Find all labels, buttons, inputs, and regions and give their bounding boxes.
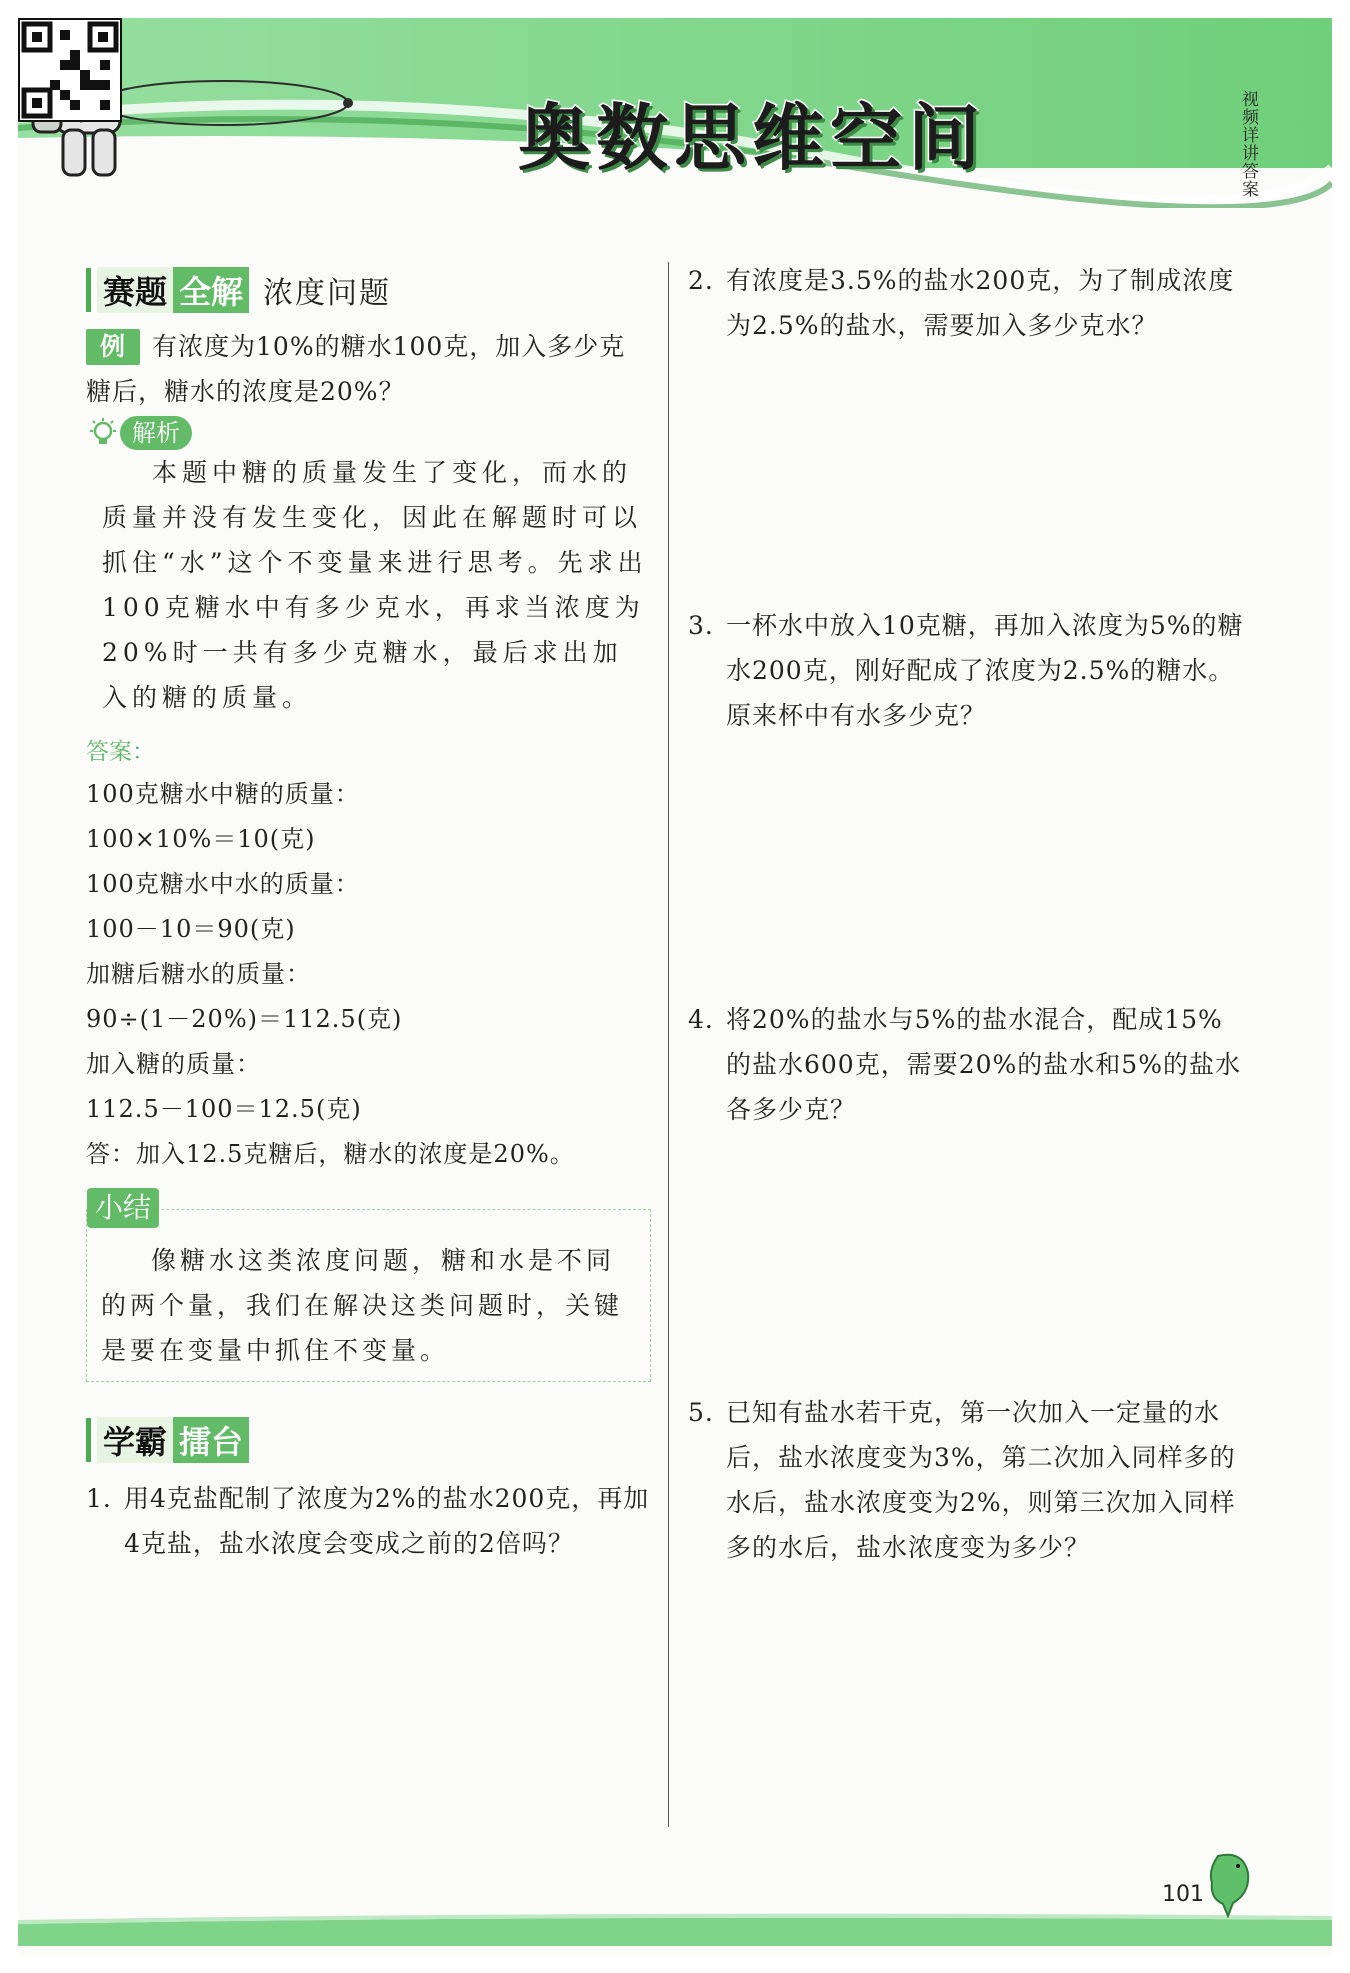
answer-line: 100克糖水中水的质量： [86,870,360,898]
answer-line: 加糖后糖水的质量： [86,960,311,988]
answer-line: 100－10＝90(克) [86,915,296,943]
question-2 [688,258,1248,348]
question-number: 3. [688,611,714,640]
dolphin-icon [1198,1848,1258,1918]
section-topic: 浓度问题 [263,276,392,311]
qr-label: 视频详讲答案 [1238,90,1258,198]
qr-code[interactable] [18,18,122,122]
answer-line: 112.5－100＝12.5(克) [86,1095,362,1123]
answer-line: 加入糖的质量： [86,1050,261,1078]
section-tag-green: 全解 [173,267,249,313]
question-text: 一杯水中放入10克糖，再加入浓度为5%的糖水200克，刚好配成了浓度为2.5%的糖水。原来杯中有水多少克？ [726,611,1244,730]
question-1 [86,1476,651,1566]
answer-line: 100×10%＝10(克) [86,825,316,853]
answer-label: 答案： [86,739,155,765]
question-number: 5. [688,1398,714,1427]
section-heading-challenge [86,1418,249,1462]
question-text: 用4克盐配制了浓度为2%的盐水200克，再加4克盐，盐水浓度会变成之前的2倍吗？ [124,1484,650,1558]
question-number: 2. [688,266,714,295]
question-text: 将20%的盐水与5%的盐水混合，配成15%的盐水600克，需要20%的盐水和5%的盐水各多少克？ [726,1005,1241,1124]
question-number: 1. [86,1484,112,1513]
question-4 [688,997,1248,1132]
example-problem [86,324,651,414]
question-3 [688,603,1248,738]
example-text: 有浓度为10%的糖水100克，加入多少克糖后，糖水的浓度是20%？ [86,332,626,406]
answer-line: 100克糖水中糖的质量： [86,780,360,808]
footer-band [18,1910,1332,1946]
question-5 [688,1390,1248,1570]
summary-badge: 小结 [87,1188,159,1228]
left-column [86,268,651,1566]
analysis-badge: 解析 [120,416,192,450]
analysis-heading [86,416,651,450]
question-text: 已知有盐水若干克，第一次加入一定量的水后，盐水浓度变为3%，第二次加入同样多的水后，盐水浓度变为2%，则第三次加入同样多的水后，盐水浓度变为多少？ [726,1398,1236,1562]
banner-title: 奥数思维空间 [518,96,987,180]
example-badge: 例 [86,329,140,365]
answer-line: 答：加入12.5克糖后，糖水的浓度是20%。 [86,1140,575,1168]
section-tag-black: 学霸 [97,1417,173,1463]
answer-steps [86,772,651,1177]
header-banner [18,18,1332,208]
analysis-text: 本题中糖的质量发生了变化，而水的质量并没有发生变化，因此在解题时可以抓住“水”这个不变量来进行思考。先求出100克糖水中有多少克水，再求当浓度为20%时一共有多少克糖水，最后求出加入的糖的质量。 [102,458,648,712]
section-tag-black: 赛题 [97,267,173,313]
section-tag-green: 擂台 [173,1417,249,1463]
question-text: 有浓度是3.5%的盐水200克，为了制成浓度为2.5%的盐水，需要加入多少克水？ [726,266,1235,340]
lightbulb-icon [86,416,120,450]
page-number: 101 [1162,1882,1204,1907]
summary-text: 像糖水这类浓度问题，糖和水是不同的两个量，我们在解决这类问题时，关键是要在变量中抓住不变量。 [101,1246,624,1365]
column-divider [668,262,669,1827]
question-number: 4. [688,1005,714,1034]
section-heading-competition [86,268,391,312]
summary-box [86,1191,651,1382]
answer-line: 90÷(1－20%)＝112.5(克) [86,1005,403,1033]
